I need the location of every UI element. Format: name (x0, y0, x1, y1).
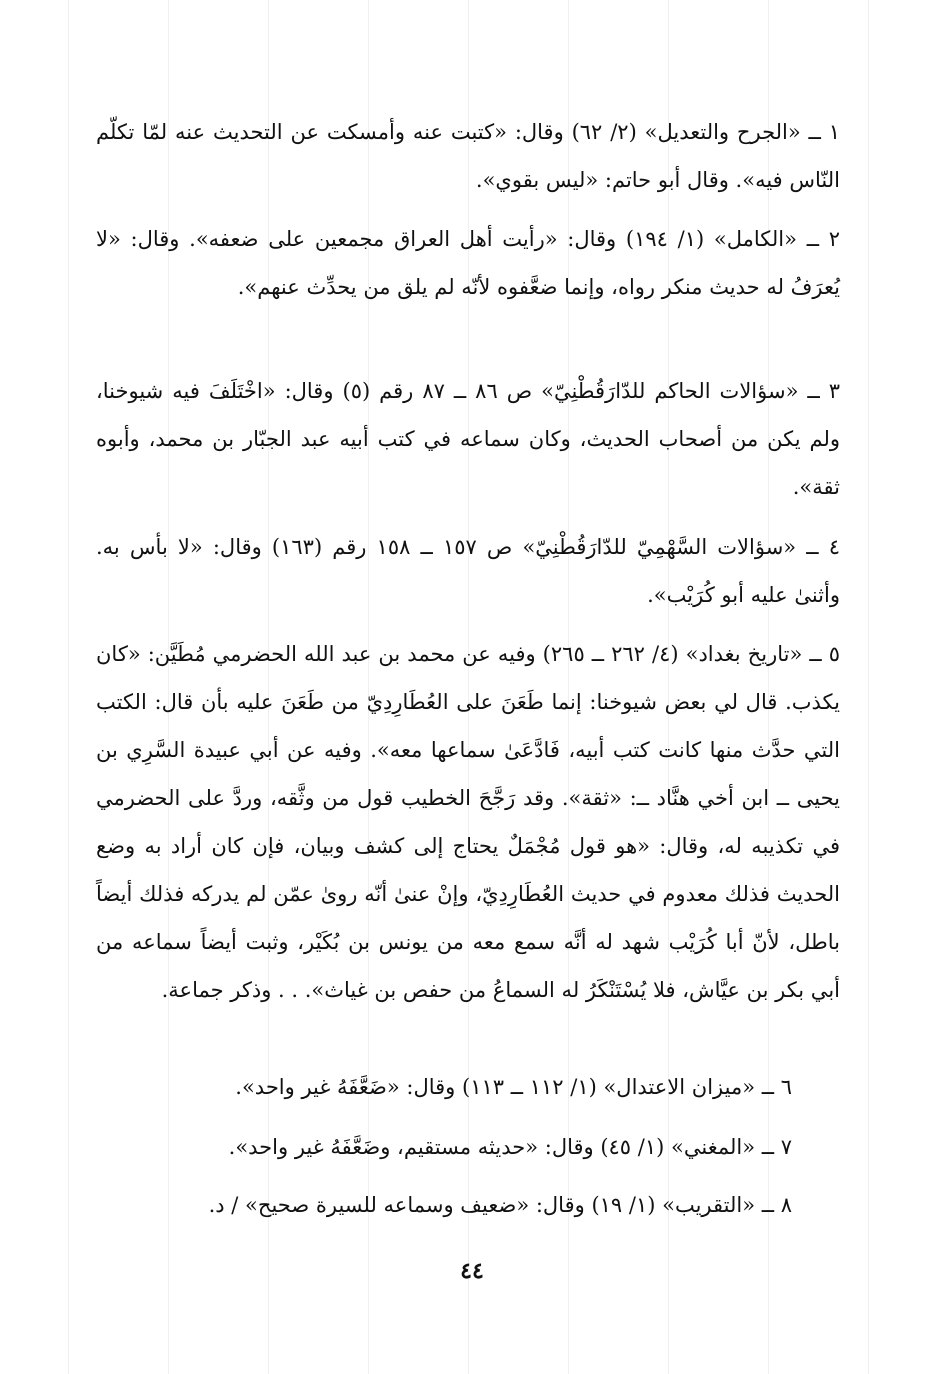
entry-text: ٥ ــ «تاريخ بغداد» (٤/ ٢٦٢ ــ ٢٦٥) وفيه عن محمد بن عبد الله الحضرمي مُطَيَّن: «كان يكذب. قال لي بعض شيوخنا: إنما طَعَنَ على العُطَارِدِيّ من طَعَنَ عليه بأن قال: الكتب التي حدَّث منها كانت كتب أبيه، فَادَّعَىٰ سماعها معه». وفيه عن أبي عبيدة السَّرِي بن يحيى ــ ابن أخي هنَّاد ــ: «ثقة». وقد رَجَّحَ الخطيب قول من وثَّقه، وردَّ على الحضرمي في تكذيبه له، وقال: «هو قول مُجْمَلٌ يحتاج إلى كشف وبيان، فإن كان أراد به وضع الحديث فذلك معدوم في حديث العُطَارِدِيّ، وإنْ عنىٰ أنّه روىٰ عمّن لم يدركه فذلك أيضاً باطل، لأنّ أبا كُرَيْب شهد له أنَّه سمع معه من يونس بن بُكَيْر، وثبت أيضاً سماعه من أبي بكر بن عيَّاش، فلا يُسْتَنْكَرُ له السماعُ من حفص بن غياث». . . وذكر جماعة. (96, 642, 840, 1002)
footnote-entry-1 (96, 108, 840, 204)
entry-text: ٧ ــ «المغني» (١/ ٤٥) وقال: «حديثه مستقيم، وضَعَّفَهُ غير واحد». (228, 1135, 792, 1159)
entry-text: ٣ ــ «سؤالات الحاكم للدّارَقُطْنِيّ» ص ٨٦ ــ ٨٧ رقم (٥) وقال: «اخْتَلَفَ فيه شيوخنا، ولم يكن من أصحاب الحديث، وكان سماعه في كتب أبيه عبد الجبّار بن محمد، وأبوه ثقة». (96, 379, 840, 499)
entry-text: ٨ ــ «التقريب» (١/ ١٩) وقال: «ضعيف وسماعه للسيرة صحيح» / د. (208, 1193, 792, 1217)
footnote-entry-4 (96, 523, 840, 619)
footnote-entry-5 (96, 630, 840, 1014)
entry-text: ٦ ــ «ميزان الاعتدال» (١/ ١١٢ ــ ١١٣) وقال: «ضَعَّفَهُ غير واحد». (235, 1075, 792, 1099)
footnote-entry-6 (96, 1063, 840, 1111)
page-number: ٤٤ (460, 1258, 484, 1284)
entry-text: ٤ ــ «سؤالات السَّهْمِيّ للدّارَقُطْنِيّ» ص ١٥٧ ــ ١٥٨ رقم (١٦٣) وقال: «لا بأس به. وأثنىٰ عليه أبو كُرَيْب». (96, 535, 840, 607)
entry-text: ٢ ــ «الكامل» (١/ ١٩٤) وقال: «رأيت أهل العراق مجمعين على ضعفه». وقال: «لا يُعرَفُ له حديث منكر رواه، وإنما ضعَّفوه لأنّه لم يلق من يحدِّث عنهم». (96, 227, 840, 299)
footnote-entry-3 (96, 367, 840, 511)
entry-text: ١ ــ «الجرح والتعديل» (٢/ ٦٢) وقال: «كتبت عنه وأمسكت عن التحديث عنه لمّا تكلّم النّاس فيه». وقال أبو حاتم: «ليس بقوي». (96, 120, 840, 192)
footnote-entry-8 (96, 1181, 840, 1229)
footnote-entry-7 (96, 1123, 840, 1171)
footnote-entry-2 (96, 215, 840, 311)
